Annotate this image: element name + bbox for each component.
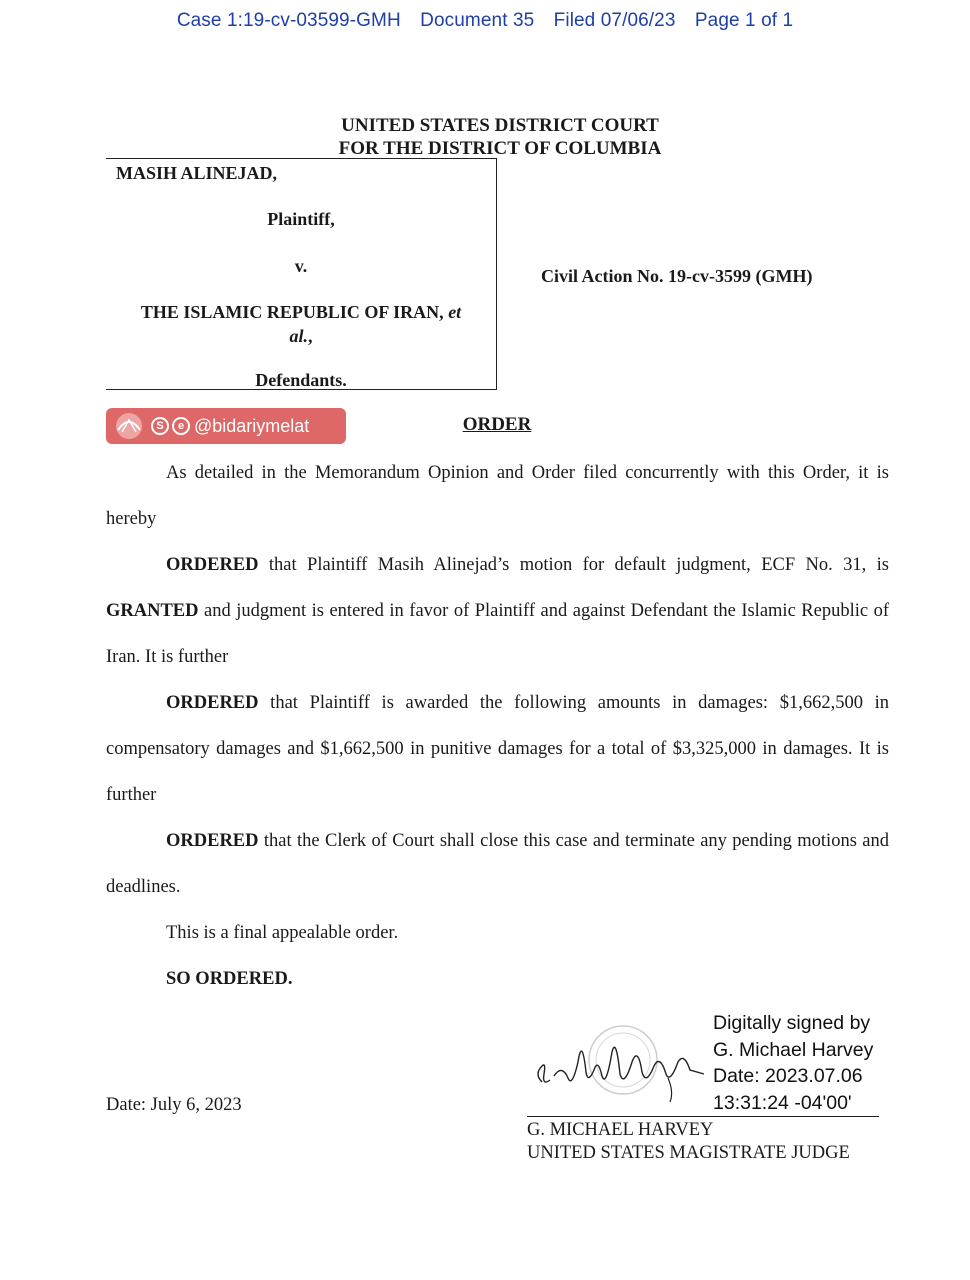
defendant-role: Defendants. [255, 370, 347, 390]
social-logo-icon: S [151, 417, 169, 435]
watermark-handle: @bidariymelat [194, 415, 310, 436]
paragraph-default-judgment [106, 542, 889, 680]
ordered-label: ORDERED [166, 693, 259, 713]
versus: v. [294, 256, 308, 276]
digital-date: Date: 2023.07.06 [713, 1065, 863, 1087]
signature-line [527, 1116, 879, 1117]
order-body [106, 450, 889, 1002]
judge-name: G. MICHAEL HARVEY [527, 1120, 714, 1140]
page-indicator: Page 1 of 1 [694, 10, 794, 31]
handwritten-signature [528, 1022, 718, 1112]
granted-label: GRANTED [106, 601, 199, 621]
digital-signature-text [713, 1010, 913, 1116]
ordered-label: ORDERED [166, 555, 259, 575]
document-number: Document 35 [420, 10, 535, 31]
paragraph-text: that the Clerk of Court shall close this case and terminate any pending motions and deadlines. [106, 831, 889, 897]
e-logo-icon: e [172, 417, 190, 435]
order-date: Date: July 6, 2023 [106, 1095, 242, 1115]
judge-title: UNITED STATES MAGISTRATE JUDGE [527, 1143, 850, 1163]
digital-signer: G. Michael Harvey [713, 1038, 874, 1061]
watermark [106, 408, 346, 444]
civil-action-number: Civil Action No. 19-cv-3599 (GMH) [541, 266, 813, 286]
plaintiff-name: MASIH ALINEJAD, [116, 163, 278, 183]
ordered-label: ORDERED [166, 831, 259, 851]
court-name: UNITED STATES DISTRICT COURT [341, 115, 659, 136]
case-number: Case 1:19-cv-03599-GMH [176, 10, 401, 31]
paragraph-text: and judgment is entered in favor of Plaintiff and against Defendant the Islamic Republic of Iran. It is further [106, 601, 889, 667]
plaintiff-role: Plaintiff, [267, 209, 335, 229]
case-header [0, 10, 970, 32]
so-ordered: SO ORDERED. [166, 969, 293, 989]
paragraph-text: that Plaintiff is awarded the following amounts in damages: $1,662,500 in compensatory damages and $1,662,500 in punitive damages for a total of $3,325,000 in damages. It is further [106, 693, 889, 805]
paragraph-damages [106, 680, 889, 818]
paragraph-close-case [106, 818, 889, 910]
digital-time: 13:31:24 -04'00' [713, 1091, 852, 1114]
digital-signed-by: Digitally signed by [713, 1012, 871, 1034]
paragraph-intro: As detailed in the Memorandum Opinion and Order filed concurrently with this Order, it is hereby [106, 463, 889, 529]
defendant-comma: , [308, 326, 313, 346]
emblem-icon [110, 410, 148, 442]
defendant-name-text: THE ISLAMIC REPUBLIC OF IRAN, [140, 302, 444, 322]
court-heading [250, 114, 750, 160]
court-district: FOR THE DISTRICT OF COLUMBIA [338, 138, 662, 159]
paragraph-text: that Plaintiff Masih Alinejad’s motion for default judgment, ECF No. 31, is [258, 555, 889, 575]
filed-date: Filed 07/06/23 [553, 10, 676, 31]
judge-block [527, 1119, 850, 1165]
order-title: ORDER [462, 414, 532, 435]
paragraph-final: This is a final appealable order. [166, 923, 399, 943]
defendant-et: et [448, 302, 462, 322]
defendant-name [106, 300, 496, 348]
defendant-al: al. [289, 326, 308, 346]
